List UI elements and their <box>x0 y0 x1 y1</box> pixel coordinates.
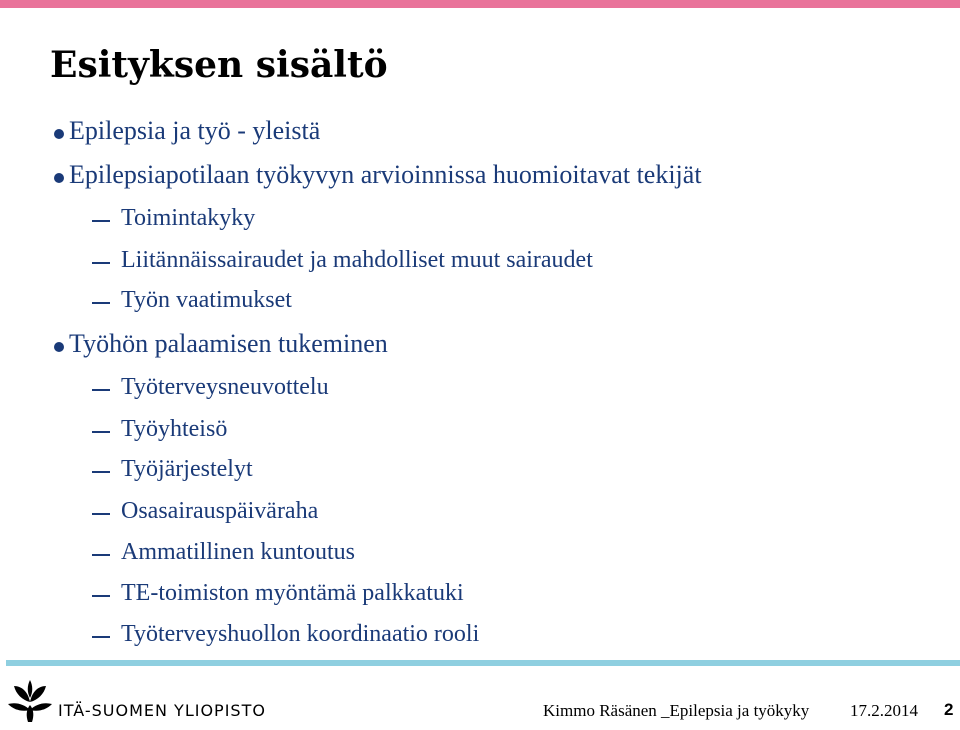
footer-author: Kimmo Räsänen _Epilepsia ja työkyky <box>543 701 810 720</box>
dash-icon <box>92 431 110 433</box>
slide-title: Esityksen sisältö <box>50 44 388 86</box>
university-logo-icon <box>8 678 52 724</box>
sub-bullet-text: Liitännäissairaudet ja mahdolliset muut sairaudet <box>121 247 593 273</box>
dash-icon <box>92 595 110 597</box>
dash-icon <box>92 302 110 304</box>
sub-bullet-text: Työyhteisö <box>121 416 228 442</box>
sub-bullet-text: Ammatillinen kuntoutus <box>121 539 355 565</box>
sub-bullet-text: Työterveysneuvottelu <box>121 374 329 400</box>
footer-date: 17.2.2014 <box>850 701 918 720</box>
sub-bullet-text: Osasairauspäiväraha <box>121 498 319 524</box>
dash-icon <box>92 220 110 222</box>
sub-bullet-text: Toimintakyky <box>121 205 256 231</box>
bullet-text: Työhön palaamisen tukeminen <box>69 329 388 358</box>
page-number: 2 <box>944 700 954 719</box>
sub-bullet-text: TE-toimiston myöntämä palkkatuki <box>121 580 464 606</box>
dash-icon <box>92 554 110 556</box>
dash-icon <box>92 262 110 264</box>
bullet-text: Epilepsia ja työ - yleistä <box>69 116 321 145</box>
sub-bullet-text: Työjärjestelyt <box>121 456 253 482</box>
dash-icon <box>92 389 110 391</box>
bullet-dot-icon <box>54 173 64 183</box>
sub-bullet-text: Työn vaatimukset <box>121 287 292 313</box>
logo-text: ITÄ-SUOMEN YLIOPISTO <box>58 701 266 720</box>
bullet-text: Epilepsiapotilaan työkyvyn arvioinnissa huomioitavat tekijät <box>69 160 702 189</box>
bottom-accent-bar <box>6 660 960 666</box>
sub-bullet-text: Työterveyshuollon koordinaatio rooli <box>121 621 480 647</box>
dash-icon <box>92 513 110 515</box>
bullet-dot-icon <box>54 342 64 352</box>
bullet-dot-icon <box>54 129 64 139</box>
dash-icon <box>92 636 110 638</box>
dash-icon <box>92 471 110 473</box>
